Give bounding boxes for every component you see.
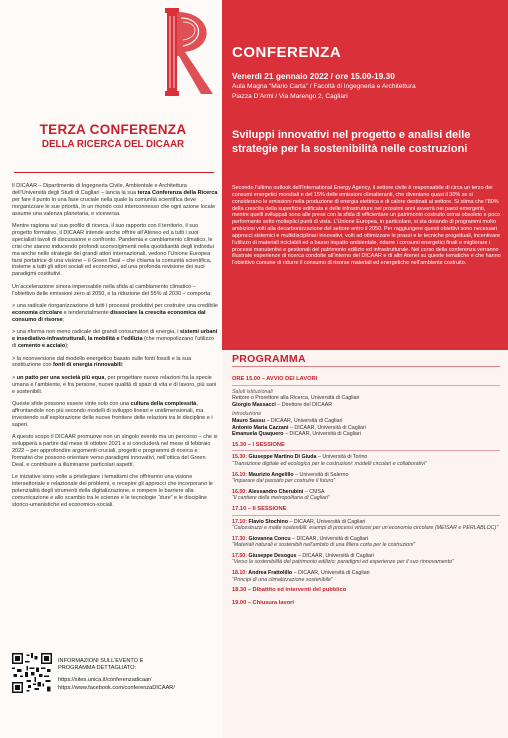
talk-concu: 17.30: Giovanna Concu – DICAAR, Università di Cagliari “Materiali naturali e sostenibili nell’ambito di una filiera corta per le costruzioni” — [232, 535, 416, 549]
session-opening-title: ORE 15.00 – AVVIO DEI LAVORI — [232, 376, 500, 386]
paragraph-intro: Il DICAAR – Dipartimento di Ingegneria Civile, Ambientale e Architettura dell’Università degli Studi di Cagliari – lancia la sua terza Conferenza della Ricerca per fare il punto in una fase cruciale nella quale la comunità scientifica deve riorganizzare le sue priorità, in un mondo così interconnesso che ogni azione locale assume una valenza planetaria, e viceversa. — [12, 183, 218, 217]
bullet-energy: > la riconversione dal modello energetico basato sulle fonti fossili e la sua sostituzione con fonti di energia rinnovabili; — [12, 355, 192, 369]
bullet-economy: > una radicale riorganizzazione di tutti i processi produttivi per costruire una credibile economia circolare e tendenzialmente dissociare la crescita economica dal consumo di risorse; — [12, 303, 218, 323]
greetings-rector: Rettore o Prorettore alla Ricerca, Università di Cagliari — [232, 395, 360, 402]
conference-abstract: Secondo l’ultimo outlook dell’International Energy Agency, il settore civile è responsabile di circa un terzo dei consumi energetici mondiali e del 15% delle emissioni climalteranti, che diventano quasi il 30% se si considerano le emissioni nella produzione di energia elettrica e di calore destinati al settore. Si stima che l’80% della crescita della superficie edificata e delle infrastrutture nei prossimi anni avverrà nei paesi emergenti, mentre quelli sviluppati sono alle prese con la sfida di efficientare un patrimonio costruito ormai obsoleto e poco performante sotto molteplici punti di vista. L’Unione Europea, in particolare, si sta dotando di programmi molto ambiziosi volti alla decarbonizzazione del settore entro il 2050. Per raggiungere questi obiettivi sono necessari approcci sistemici e multidisciplinari innovativi, volti ad ottimizzare le prassi e le tecniche progettuali, incentivare l’utilizzo di materiali riciclabili ed a basso impatto ambientale, ridurre i consumi energetici finali e migliorare i processi manutentivi e gestionali del patrimonio edilizio ed infrastrutturale. Nel corso della conferenza verranno illustrate esperienze di ricerca condotte all’interno del DICAAR e di altri Atenei su queste tematiche e che hanno l’obiettivo comune di ridurre il consumo di risorse materiali ed energetiche nell’ambiente costruito. — [232, 185, 501, 267]
greetings-label: Saluti istituzionali — [232, 388, 273, 395]
paragraph-initiatives: Le iniziative sono volte a privilegiare i tematismi che offriranno una visione intersettoriale e relazionale dei problemi, e recepire gli approcci che incorporano le potenzialità degli strumenti della digitalizzazione, e rompere le barriere alla comunicazione e allo scambio tra le scienze e le tecnologie “dure” e le discipline storico-umanistiche ed economico-sociali. — [12, 474, 213, 508]
talk-frattolillo: 18.10: Andrea Frattolillo – DICAAR, Università di Cagliari “Principi di una climatizzazione sostenibile” — [232, 570, 370, 583]
paragraph-context: Mentre ragiona sul suo profilo di ricerca, il suo rapporto con il territorio, il suo progetto formativo, il DICAAR intende anche offrire all’Ateneo ed a tutti i suoi specialisti tavoli di discussione e confronto. Pandemia e cambiamento climatico, le crisi che stanno inducendo profondi sconvolgimenti nella quotidianità degli individui ma anche nelle strategie dei grandi attori internazionali, vedono l’Unione Europea farsi portatrice di una visione – il Green Deal – che chiama la comunità scientifica, insieme a tutti gli attori sociali ed economici, ad una profonda revisione dei suoi paradigmi costitutivi. — [12, 223, 214, 278]
bullet-urban: > una riforma non meno radicale dei grandi consumatori di energia, i sistemi urbani e insediativo-infrastrutturali, la mobilità e l’edilizia (che monopolizzano l’utilizzo di cemento e acciaio); — [12, 329, 218, 350]
title-divider — [14, 172, 214, 173]
introduction-label: Introduzione — [232, 411, 262, 418]
left-title — [6, 122, 220, 150]
program-list — [232, 372, 500, 608]
closing-item: 19.00 – Chiusura lavori — [232, 599, 294, 606]
title-line2: DELLA RICERCA DEL DICAAR — [41, 139, 185, 150]
conference-place-line2: Piazza D’Armi / Via Marengo 2, Cagliari — [232, 93, 348, 101]
talk-cherubini: 16.50: Alessandro Cherubini – CMSA “Il cantiere della metropolitana di Cagliari” — [232, 488, 330, 502]
conference-date: Venerdì 21 gennaio 2022 / ore 15.00-19.30 — [232, 71, 395, 81]
intro-speaker-3: Emanuela Quaquero – DICAAR, Università di Cagliari — [232, 431, 361, 438]
program-divider — [232, 366, 500, 367]
talk-desogus: 17.50: Giuseppe Desogus – DICAAR, Università di Cagliari “Verso la sostenibilità del patrimonio edilizio: paradigmi ed esperienze per il suo rinnovamento” — [232, 552, 454, 566]
talk-di-giuda: 15.30: Giuseppe Martino Di Giuda – Università di Torino “Transizione digitale ed ecologica per le costruzioni: modelli circolari e collaborativi” — [232, 454, 427, 467]
paragraph-complexity: Queste sfide possono essere vinte solo con una cultura della complessità, affrontandole non più secondo modelli di sviluppo lineari e unidimensionali, ma investendo sull’esplorazione delle nuove frontiere delle relazioni tra le discipline e i saperi. — [12, 401, 213, 428]
dicaar-logo-icon — [163, 6, 221, 98]
website-link[interactable]: https://sites.unica.it/conferenzadicaar/ — [58, 677, 152, 684]
conference-place-line1: Aula Magna “Mario Carta” / Facoltà di Ingegneria e Architettura — [232, 83, 416, 90]
intro-speaker-1: Mauro Sassu – DICAAR, Università di Cagliari — [232, 417, 343, 424]
talk-angelillo: 16.10: Maurizio Angelillo – Università di Salerno “Imparare dal passato per costruire il futuro” — [232, 471, 349, 485]
event-info — [58, 658, 218, 692]
title-line1: TERZA CONFERENZA — [39, 122, 187, 137]
debate-item: 18.30 – Dibattito ed interventi del pubblico — [232, 587, 347, 594]
facebook-link[interactable]: https://www.facebook.com/conferenzaDICAAR/ — [58, 684, 175, 691]
greetings-director: Giorgio Massacci – Direttore del DICAAR — [232, 401, 333, 408]
conference-subtitle: Sviluppi innovativi nel progetto e analisi delle strategie per la sostenibilità nelle costruzioni — [232, 129, 471, 155]
paragraph-challenge: Un’accelerazione sinora impensabile nella sfida al cambiamento climatico – l’obiettivo delle emissioni zero al 2050, e la riduzione del 55% al 2030 – comporta: — [12, 283, 212, 297]
talk-stochino: 17.10: Flavio Stochino – DICAAR, Università di Cagliari “Calcestruzzi e malte sostenibili: esempi di processi virtuosi per un’economia circolare (MEISAR e PERLABLOC)” — [232, 518, 499, 532]
session-1-title: 15.30 – I SESSIONE — [232, 442, 500, 452]
program-title: PROGRAMMA — [232, 353, 306, 365]
qr-code-icon[interactable] — [12, 653, 52, 693]
left-body-text — [12, 183, 218, 514]
paragraph-path: A questo scopo il DICAAR promuove non un singolo evento ma un percorso – che si svilupperà a partire dal mese di ottobre 2021 e si concluderà nel mese di febbraio 2022 – per approfondire argomenti cruciali, progetti e programmi di ricerca e formativi che possono orientare verso paradigmi innovativi, nell’ottica del Green Deal, e contribuire a illuminarne particolari aspetti. — [12, 434, 218, 468]
conference-label: CONFERENZA — [232, 44, 342, 61]
info-label-line1: INFORMAZIONI SULL’EVENTO E — [58, 658, 144, 664]
session-2-title: 17.10 – II SESSIONE — [232, 506, 500, 516]
conference-header — [232, 44, 500, 101]
intro-speaker-2: Antonio Maria Cazzani – DICAAR, Università di Cagliari — [232, 424, 366, 431]
info-label-line2: PROGRAMMA DETTAGLIATO: — [58, 665, 137, 672]
bullet-society: > un patto per una società più equa, per progettare nuove relazioni fra la specie umana e l’ambiente, e fra persone, nuove qualità di spazi di vita e di lavoro, più sani e sostenibili. — [12, 374, 217, 395]
